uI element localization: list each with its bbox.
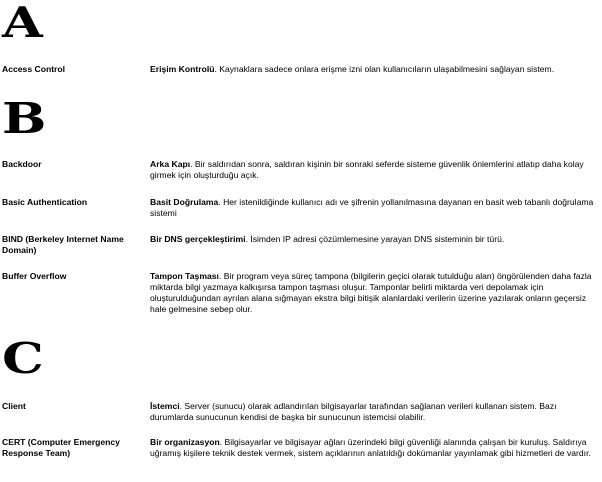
glossary-term: Basic Authentication (2, 197, 88, 207)
definition-text: . Bir program veya süreç tampona (bilgilerin geçici olarak tutulduğu alan) öngörülenden daha fazla miktarda bilgi yazmaya kalkışırsa tampon taşması oluşur. Tamponlar belirli miktarda veri depolamak için oluşturulduğundan ayrılan alana sığmayan ekstra bilgi bitişik alanlardaki verilerin üzerine yazılarak onların geçersiz hale gelmesine sebep olur. (150, 271, 592, 314)
definition-translation: İstemci (150, 401, 180, 411)
section-letter-b: B (2, 94, 47, 143)
glossary-term: Buffer Overflow (2, 271, 67, 281)
glossary-definition (150, 234, 600, 245)
glossary-term: CERT (Computer Emergency Response Team) (2, 437, 120, 458)
definition-text: . İsimden IP adresi çözümlemesine yarayan DNS sisteminin bir türü. (245, 234, 505, 244)
definition-translation: Arka Kapı (150, 159, 191, 169)
section-letter-c: C (2, 334, 44, 383)
glossary-term: Client (2, 401, 26, 411)
definition-text: . Bilgisayarlar ve bilgisayar ağları üzerindeki bilgi güvenliği alanında çalışan bir kuruluş. Saldırıya uğramış kişilere teknik destek vermek, sistem açıklarının anlatıldığı dokümanlar yayınlamak gibi hizmetleri de vardır. (150, 437, 591, 458)
glossary-definition (150, 437, 600, 459)
glossary-definition (150, 271, 600, 315)
section-letter-a: A (2, 0, 43, 47)
definition-text: . Server (sunucu) olarak adlandırılan bilgisayarlar tarafından sağlanan verileri kullanan sistem. Bazı durumlarda sunucunun kendisi de başka bir sunucunun istemcisi olabilir. (150, 401, 557, 422)
glossary-definition (150, 159, 600, 181)
glossary-definition (150, 197, 600, 219)
glossary-term: Access Control (2, 64, 66, 74)
definition-text: . Her istenildiğinde kullanıcı adı ve şifrenin yollanılmasına dayanan en basit web tabanlı doğrulama sistemi (150, 197, 594, 218)
glossary-definition (150, 401, 600, 423)
definition-translation: Erişim Kontrolü (150, 64, 215, 74)
definition-translation: Basit Doğrulama (150, 197, 219, 207)
definition-translation: Bir organizasyon (150, 437, 220, 447)
definition-text: . Bir saldırıdan sonra, saldıran kişinin bir sonraki seferde sisteme güvenlik önlemlerini atlatıp daha kolay girmek için oluşturduğu açık. (150, 159, 584, 180)
definition-translation: Bir DNS gerçekleştirimi (150, 234, 246, 244)
definition-translation: Tampon Taşması (150, 271, 219, 281)
glossary-definition (150, 64, 600, 75)
glossary-term: BIND (Berkeley Internet Name Domain) (2, 234, 124, 255)
glossary-term: Backdoor (2, 159, 42, 169)
definition-text: . Kaynaklara sadece onlara erişme izni olan kullanıcıların ulaşabilmesini sağlayan sistem. (214, 64, 555, 74)
